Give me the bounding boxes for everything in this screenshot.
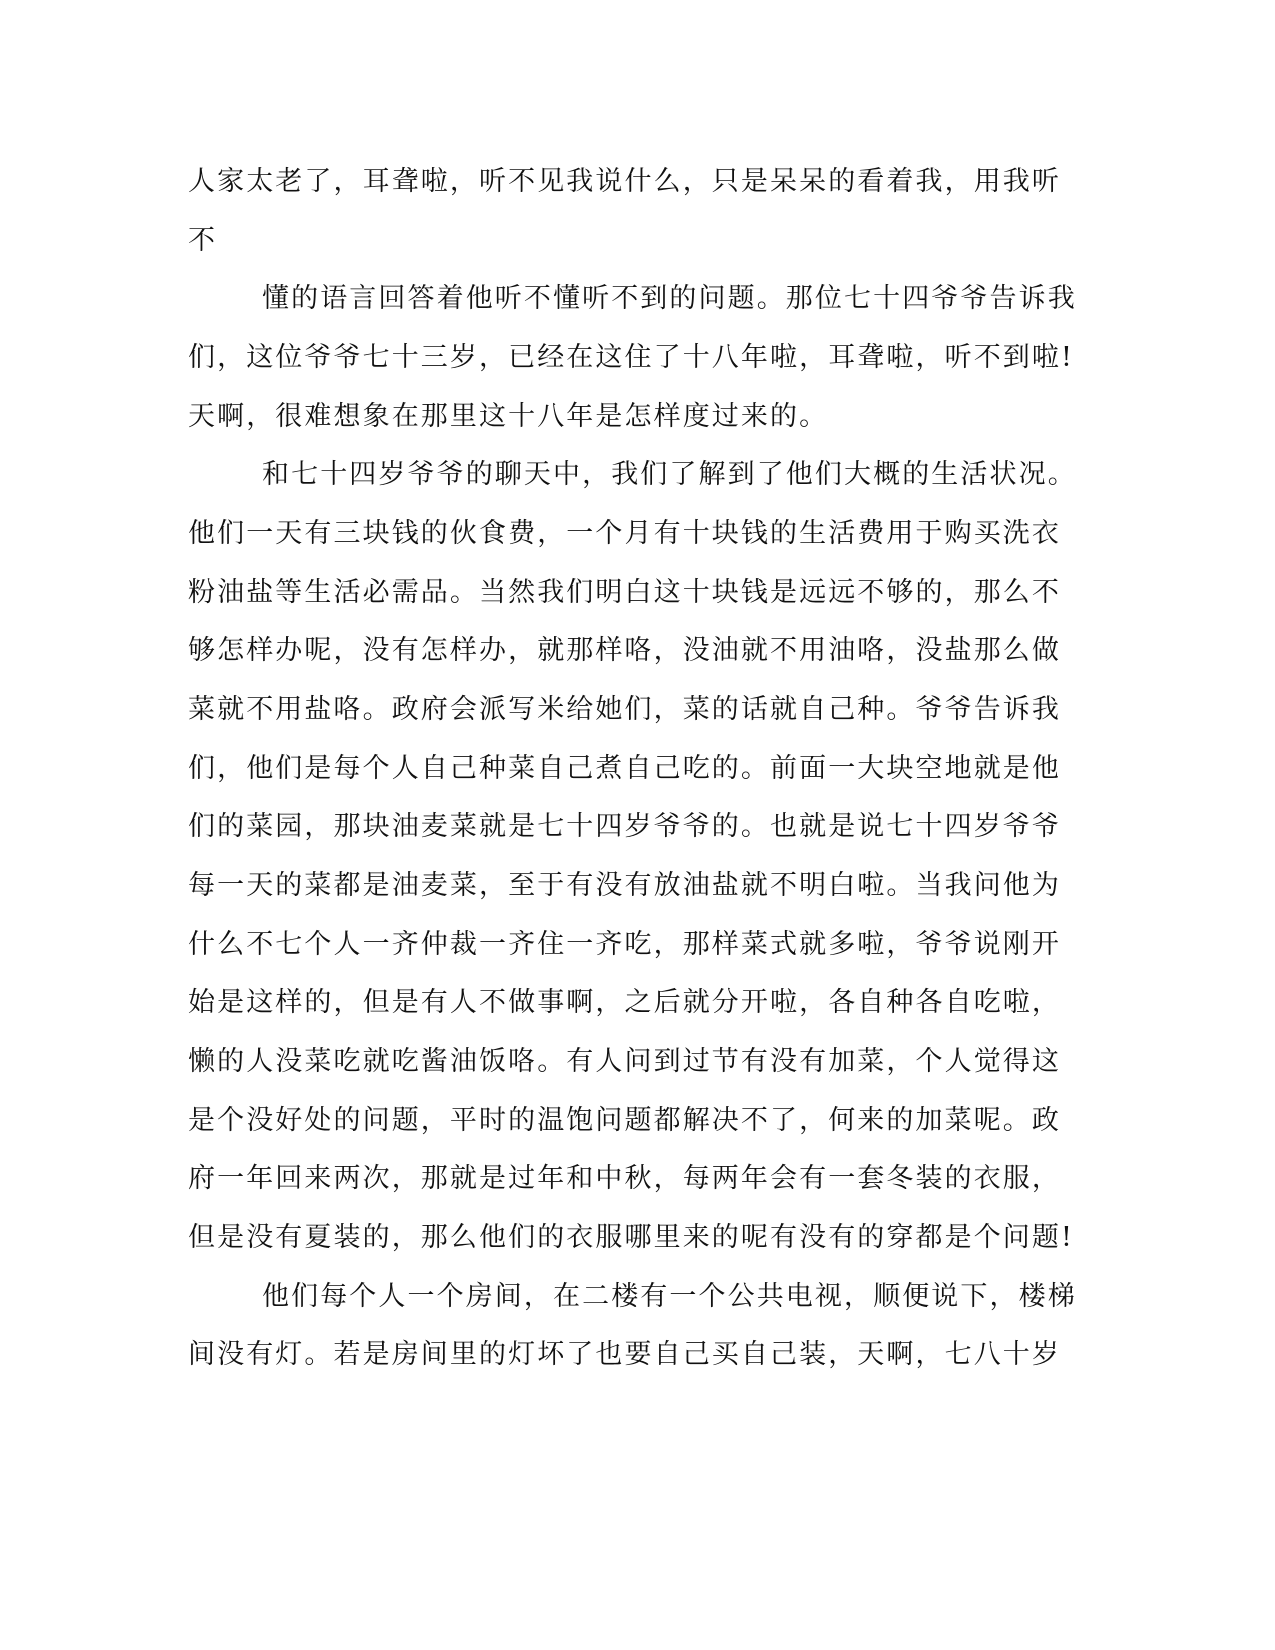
paragraph-start-line: 懂的语言回答着他听不懂听不到的问题。那位七十四爷爷告诉我 <box>262 283 1077 314</box>
text-line: 每一天的菜都是油麦菜，至于有没有放油盐就不明白啦。当我问他为 <box>188 870 1061 901</box>
text-line: 他们一天有三块钱的伙食费，一个月有十块钱的生活费用于购买洗衣 <box>188 518 1061 549</box>
text-line: 但是没有夏装的，那么他们的衣服哪里来的呢有没有的穿都是个问题! <box>188 1222 1074 1253</box>
text-line: 府一年回来两次，那就是过年和中秋，每两年会有一套冬装的衣服， <box>188 1163 1061 1194</box>
text-line: 是个没好处的问题，平时的温饱问题都解决不了，何来的加菜呢。政 <box>188 1105 1061 1136</box>
text-line: 间没有灯。若是房间里的灯坏了也要自己买自己装，天啊，七八十岁 <box>188 1339 1061 1370</box>
text-line: 够怎样办呢，没有怎样办，就那样咯，没油就不用油咯，没盐那么做 <box>188 635 1061 666</box>
paragraph-start-line: 他们每个人一个房间，在二楼有一个公共电视，顺便说下，楼梯 <box>262 1281 1077 1312</box>
text-line: 不 <box>188 225 218 256</box>
text-line: 始是这样的，但是有人不做事啊，之后就分开啦，各自种各自吃啦， <box>188 987 1061 1018</box>
text-line: 人家太老了，耳聋啦，听不见我说什么，只是呆呆的看着我，用我听 <box>188 166 1061 197</box>
text-line: 们，他们是每个人自己种菜自己煮自己吃的。前面一大块空地就是他 <box>188 753 1061 784</box>
text-line: 天啊，很难想象在那里这十八年是怎样度过来的。 <box>188 401 829 432</box>
text-line: 粉油盐等生活必需品。当然我们明白这十块钱是远远不够的，那么不 <box>188 577 1061 608</box>
text-line: 什么不七个人一齐仲裁一齐住一齐吃，那样菜式就多啦，爷爷说刚开 <box>188 929 1061 960</box>
text-line: 们，这位爷爷七十三岁，已经在这住了十八年啦，耳聋啦，听不到啦! <box>188 342 1074 373</box>
paragraph-start-line: 和七十四岁爷爷的聊天中，我们了解到了他们大概的生活状况。 <box>262 459 1077 490</box>
text-line: 懒的人没菜吃就吃酱油饭咯。有人问到过节有没有加菜，个人觉得这 <box>188 1046 1061 1077</box>
text-line: 菜就不用盐咯。政府会派写米给她们，菜的话就自己种。爷爷告诉我 <box>188 694 1061 725</box>
text-line: 们的菜园，那块油麦菜就是七十四岁爷爷的。也就是说七十四岁爷爷 <box>188 811 1061 842</box>
